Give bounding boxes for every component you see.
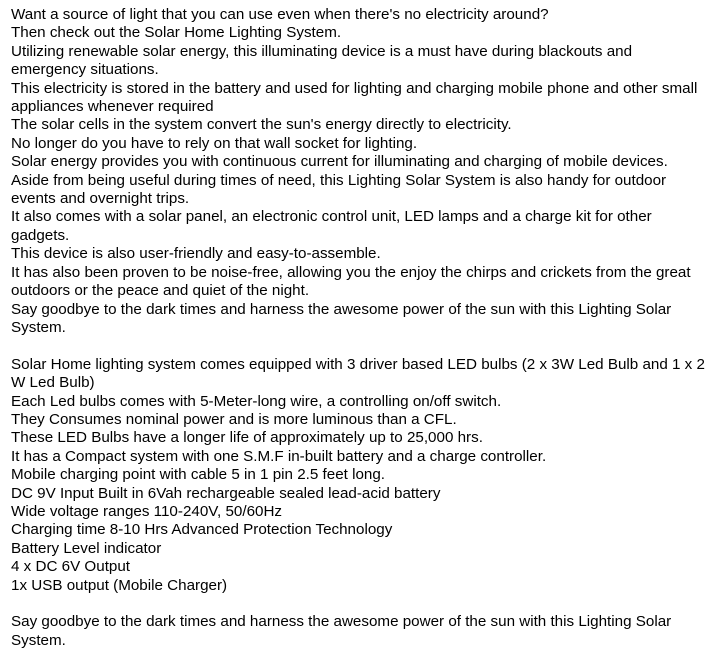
closing-section	[11, 613, 707, 650]
intro-line: Then check out the Solar Home Lighting System.	[11, 24, 342, 42]
intro-line: Solar energy provides you with continuous current for illuminating and charging of mobile devices.	[11, 153, 668, 171]
features-section	[11, 356, 707, 595]
feature-line: Wide voltage ranges 110-240V, 50/60Hz	[11, 502, 283, 520]
feature-line: It has a Compact system with one S.M.F in-built battery and a charge controller.	[11, 447, 547, 465]
feature-line: 1x USB output (Mobile Charger)	[11, 576, 228, 594]
feature-line: Solar Home lighting system comes equipped with 3 driver based LED bulbs (2 x 3W Led Bulb and 1 x 2 W Led Bulb)	[11, 355, 705, 392]
intro-line: Want a source of light that you can use even when there's no electricity around?	[11, 6, 549, 23]
feature-line: These LED Bulbs have a longer life of approximately up to 25,000 hrs.	[11, 429, 483, 447]
feature-line: Charging time 8-10 Hrs Advanced Protection Technology	[11, 521, 393, 539]
feature-line: Mobile charging point with cable 5 in 1 pin 2.5 feet long.	[11, 466, 386, 484]
closing-line: Say goodbye to the dark times and harness the awesome power of the sun with this Lighting Solar System.	[11, 613, 672, 649]
feature-line: Each Led bulbs comes with 5-Meter-long wire, a controlling on/off switch.	[11, 392, 502, 410]
intro-line: The solar cells in the system convert the sun's energy directly to electricity.	[11, 116, 512, 134]
intro-section	[11, 6, 707, 337]
paragraph-spacer	[11, 337, 707, 355]
paragraph-spacer	[11, 595, 707, 613]
intro-line: It has also been proven to be noise-free, allowing you the enjoy the chirps and crickets from the great outdoors or the peace and quiet of the night.	[11, 263, 691, 300]
feature-line: DC 9V Input Built in 6Vah rechargeable sealed lead-acid battery	[11, 484, 441, 502]
intro-line: No longer do you have to rely on that wall socket for lighting.	[11, 134, 418, 152]
feature-line: They Consumes nominal power and is more luminous than a CFL.	[11, 410, 457, 428]
intro-line: Aside from being useful during times of need, this Lighting Solar System is also handy for outdoor events and overnight trips.	[11, 171, 667, 208]
intro-line: Utilizing renewable solar energy, this illuminating device is a must have during blackouts and emergency situations.	[11, 42, 633, 79]
intro-line: This electricity is stored in the battery and used for lighting and charging mobile phone and other small appliances whenever required	[11, 79, 698, 116]
feature-line: 4 x DC 6V Output	[11, 558, 131, 576]
intro-line: It also comes with a solar panel, an electronic control unit, LED lamps and a charge kit for other gadgets.	[11, 208, 652, 244]
feature-line: Battery Level indicator	[11, 539, 162, 557]
intro-line: Say goodbye to the dark times and harness the awesome power of the sun with this Lighting Solar System.	[11, 300, 672, 336]
intro-line: This device is also user-friendly and easy-to-assemble.	[11, 245, 381, 263]
